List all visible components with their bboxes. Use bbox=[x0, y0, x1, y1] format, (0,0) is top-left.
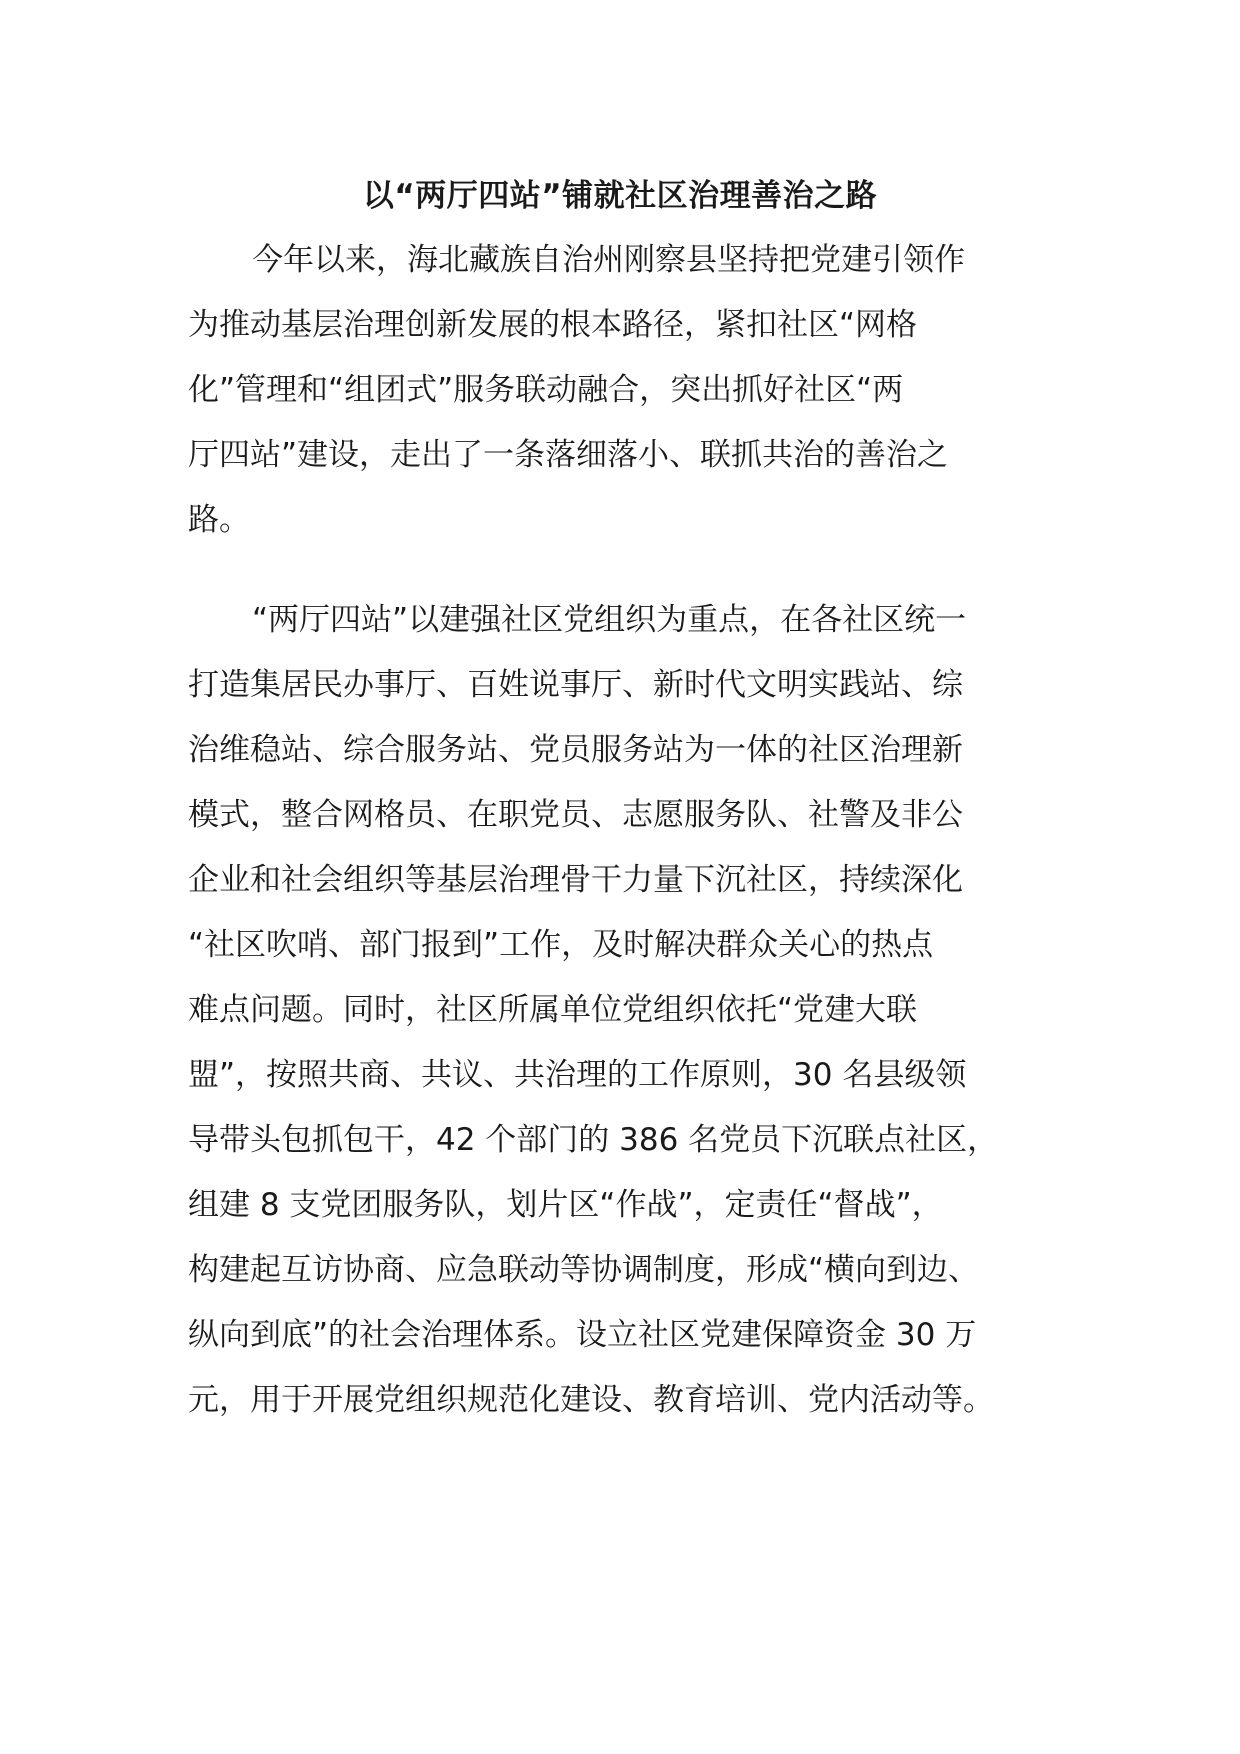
paragraph-line: 元，用于开展党组织规范化建设、教育培训、党内活动等。 bbox=[188, 1382, 994, 1418]
paragraph-1 bbox=[188, 228, 1044, 553]
paragraph-line: 打造集居民办事厅、百姓说事厅、新时代文明实践站、综 bbox=[188, 667, 963, 703]
paragraph-line: “两厅四站”以建强社区党组织为重点，在各社区统一 bbox=[252, 602, 967, 638]
paragraph-2 bbox=[188, 588, 1044, 1433]
paragraph-line: 纵向到底”的社会治理体系。设立社区党建保障资金 30 万 bbox=[188, 1317, 977, 1353]
paragraph-line: 组建 8 支党团服务队，划片区“作战”，定责任“督战”， bbox=[188, 1187, 943, 1223]
paragraph-line: 企业和社会组织等基层治理骨干力量下沉社区，持续深化 bbox=[188, 862, 963, 898]
paragraph-line: 难点问题。同时，社区所属单位党组织依托“党建大联 bbox=[188, 992, 918, 1028]
paragraph-line: 厅四站”建设，走出了一条落细落小、联抓共治的善治之 bbox=[188, 437, 949, 473]
paragraph-line: 治维稳站、综合服务站、党员服务站为一体的社区治理新 bbox=[188, 732, 963, 768]
paragraph-line: 化”管理和“组团式”服务联动融合，突出抓好社区“两 bbox=[188, 372, 904, 408]
paragraph-line: 构建起互访协商、应急联动等协调制度，形成“横向到边、 bbox=[188, 1252, 980, 1288]
paragraph-line: 路。 bbox=[188, 502, 250, 538]
paragraph-line: 今年以来，海北藏族自治州刚察县坚持把党建引领作 bbox=[252, 242, 965, 278]
paragraph-line: 模式，整合网格员、在职党员、志愿服务队、社警及非公 bbox=[188, 797, 963, 833]
paragraph-line: 为推动基层治理创新发展的根本路径，紧扣社区“网格 bbox=[188, 307, 918, 343]
paragraph-line: 盟”，按照共商、共议、共治理的工作原则，30 名县级领 bbox=[188, 1057, 967, 1093]
paragraph-line: 导带头包抓包干，42 个部门的 386 名党员下沉联点社区， bbox=[188, 1122, 999, 1158]
paragraph-line: “社区吹哨、部门报到”工作，及时解决群众关心的热点 bbox=[188, 927, 934, 963]
document-title: 以“两厅四站”铺就社区治理善治之路 bbox=[362, 178, 878, 214]
